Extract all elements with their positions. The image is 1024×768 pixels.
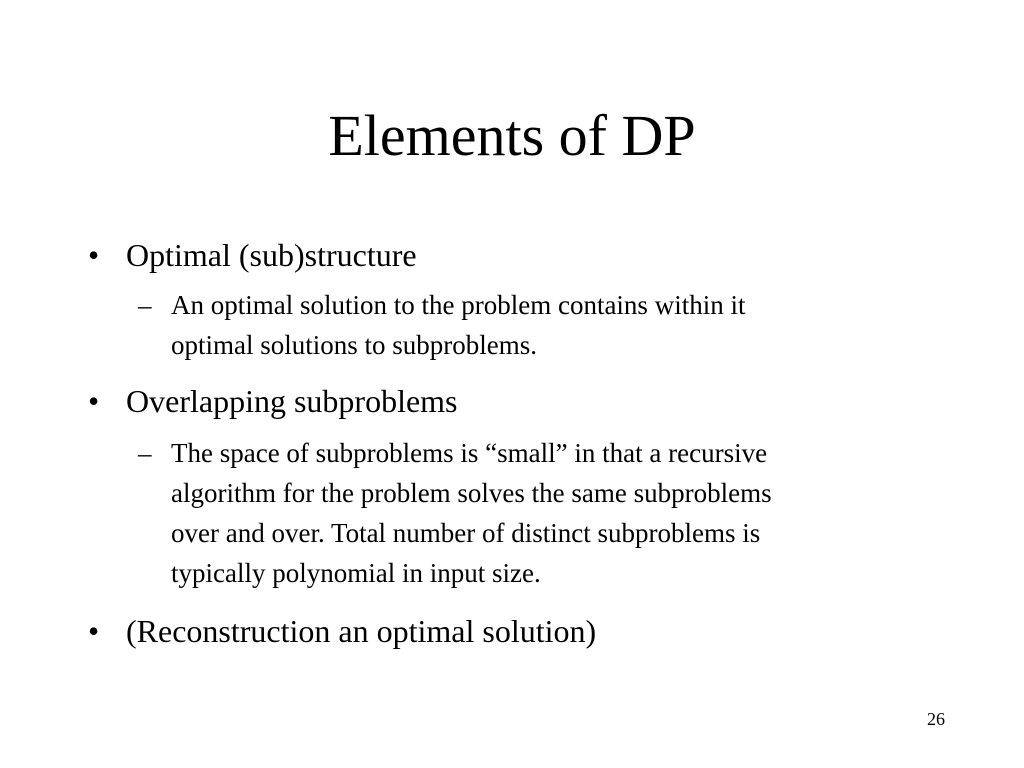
text-line: algorithm for the problem solves the same subproblems — [171, 478, 772, 508]
bullet-dot-icon: • — [88, 383, 100, 419]
bullet-text: (Reconstruction an optimal solution) — [126, 613, 597, 649]
bullet-dot-icon: • — [88, 613, 100, 649]
dash-icon: – — [138, 438, 152, 468]
text-line: An optimal solution to the problem contains within it — [171, 290, 746, 320]
bullet-text: Optimal (sub)structure — [126, 237, 417, 273]
text-line: optimal solutions to subproblems. — [171, 330, 538, 360]
slide-title: Elements of DP — [328, 103, 696, 168]
bullet-dot-icon: • — [88, 237, 100, 273]
dash-icon: – — [138, 290, 152, 320]
sub-bullet-text — [171, 433, 951, 593]
text-line: The space of subproblems is “small” in that a recursive — [171, 438, 768, 468]
text-line: over and over. Total number of distinct subproblems is — [171, 518, 761, 548]
text-line: typically polynomial in input size. — [171, 558, 541, 588]
sub-bullet-text — [171, 285, 951, 365]
page-number: 26 — [927, 709, 945, 729]
bullet-text: Overlapping subproblems — [126, 383, 458, 419]
